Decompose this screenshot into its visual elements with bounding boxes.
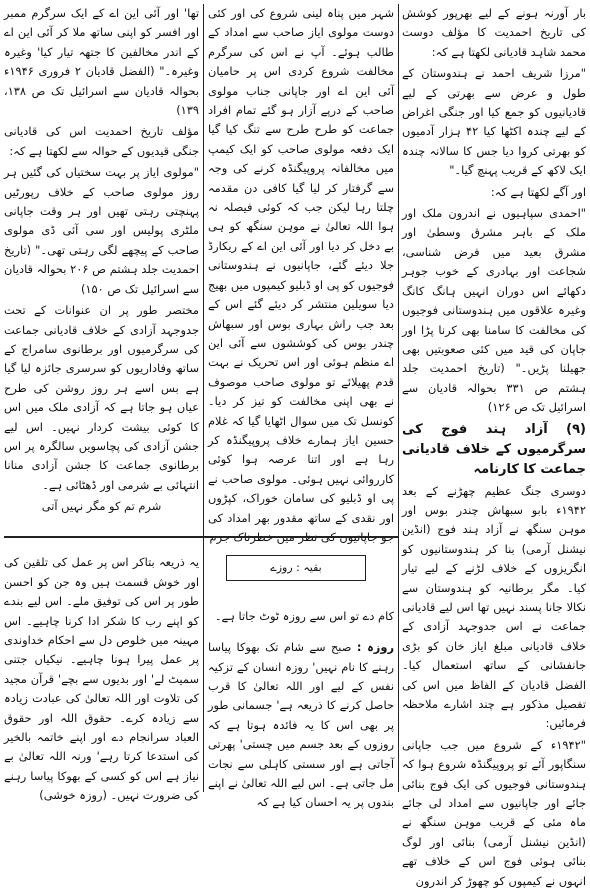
right-column xyxy=(402,4,586,888)
column-divider-right xyxy=(398,4,399,792)
column-divider-left xyxy=(203,4,204,792)
bottom-middle-line1: کام دے تو اس سے روزہ ٹوٹ جاتا ہے۔ xyxy=(214,609,394,624)
section-heading: (۹) آزاد ہند فوج کی سرگرمیوں کے خلاف قادیانی جماعت کا کارنامہ xyxy=(402,421,586,477)
bottom-left-article xyxy=(4,542,199,803)
left-summary: مختصر طور پر ان عنوانات کے تحت جدوجہد آزادی کے خلاف قادیانی جماعت کی سرگرمیوں اور برطانوی سامراج کے ساتھ وفاداریوں کو سرسری جائزہ لیا گیا ہے بس اسے ہر روز روشن کی طرح عیاں ہو جاتا ہے کہ آزادی ملک میں اس کا کوئی بیشت کردار نہیں۔ اس لیے جشن آزادی کی پچاسویں سالگرہ پر اس برطانوی جماعت کا جشن آزادی منانا انتہائی بے شرمی اور ڈھٹائی ہے۔ xyxy=(4,303,199,492)
right-quote-2: "احمدی سپاہیوں نے اندرون ملک اور ملک کے باہر مشرق وسطیٰ اور مشرق بعید میں فرض شناسی، شجاعت اور بہادری کے خوب جوہر دکھائے اس دوران انہیں ہانگ کانگ وغیرہ علاقوں میں ہندوستانی فوجیوں کی مخالفت کا سامنا بھی کرنا پڑا اور جاپان کی قید میں کئی صعوبتیں بھی جھیلنا پڑیں۔" (تاریخ احمدیت جلد ہشتم ص ۳۳۱ بحوالہ قادیان سے اسرائیل تک ص ۱۲۶) xyxy=(402,206,586,415)
bottom-left-body: یہ ذریعہ بتاکر اس پر عمل کی تلقین کی اور خوش قسمت ہیں وہ جن کو احسن طور پر اس کی توفیق ملے۔ اس لیے بندے کو اپنے رب کا شکر ادا کرنا چاہیے۔ اس مہینہ میں خلوص دل سے احکام خداوندی پر عمل پیرا ہونا چاہیے۔ نیکیاں جتنی سمیٹ لے' اور بدیوں سے بچے' قرآن مجید کی تلاوت اور اللہ تعالیٰ کی عبادت زیادہ سے زیادہ کرے۔ حقوق اللہ اور حقوق العباد سرانجام دے اور اپنے خاتمہ بالخیر کی استدعا کرتا رہے' ورنہ اللہ تعالیٰ بے نیاز ہے اس کو کسی کے بھوکا پیاسا رہنے کی ضرورت نہیں۔ (روزہ خوشی) xyxy=(4,555,199,803)
right-then-writes: اور آگے لکھتا ہے کہ: xyxy=(490,184,586,199)
middle-column xyxy=(208,4,394,534)
left-note: مؤلف تاریخ احمدیت اس کی قادیانی جنگی قیدیوں کے حوالہ سے لکھتا ہے کہ: xyxy=(4,124,199,158)
section-divider xyxy=(4,536,398,538)
closing-verse: شرم تم کو مگر نہیں آتی xyxy=(41,499,162,514)
roza-text: صبح سے شام تک بھوکا پیاسا رہنے کا نام نہیں' روزہ انسان کے تزکیہ نفس کے لیے اور اللہ تعالیٰ کا قرب حاصل کرنے کا ذریعہ ہے' جسمانی طور پر بھی اس کا یہ فائدہ ہوتا ہے کہ روزوں کے بعد جسم میں چستی' پھرتی آجاتی ہے اور سستی کاہلی سے نجات مل جاتی ہے۔ اس لیے اللہ تعالیٰ نے اپنے بندوں پر یہ احسان کیا ہے کہ xyxy=(207,640,394,810)
middle-body: شہر میں پناہ لینی شروع کی اور کئی دوست مولوی ایاز صاحب سے امداد کے طالب ہوئے۔ آپ نے اس کی سرگرم مخالفت شروع کردی اس پر حامیان آئی این اے اور جاپانی جناب مولوی صاحب کے درپے آزار ہو گئے تمام افراد جماعت کو طرح طرح سے تنگ کیا گیا ایک دفعہ مولوی صاحب کو ایک کیمپ میں مخالفانہ پروپیگنڈہ کرنے کی وجہ سے گرفتار کر لیا گیا کافی دن مقدمہ چلتا رہا لیکن جب کہ کوئی فیصلہ نہ ہوا اللہ تعالیٰ نے موہن سنگھ کو ہی بے دخل کر دیا اور آئی این اے کے ریکارڈ جلا دیئے گئے، جاپانیوں نے ہندوستانی فوجیوں کو پی او ڈبلیو کیمپوں میں بھیج دیا سویلین منتشر کر دیئے گئے اس کے بعد جب راش بہاری بوس اور سبھاش چندر بوس کی کوششوں سے آئی این اے منظم ہوئی اور اس تحریک نے بہت قدم پھیلائے تو مولوی صاحب موصوف نے بھی اپنی مخالفت کو تیز کر دیا۔ کونسل تک میں سوال اٹھایا گیا کہ غلام حسین ایاز ہمارے خلاف پروپیگنڈہ کر رہا ہے اور اتنا عرصہ ہوا کوئی کارروائی نہیں ہوئی۔ مولوی صاحب نے پی او ڈبلیو کی سامان خوراک، کپڑوں اور نقدی کے ساتھ مقدور بھر امداد کی xyxy=(208,6,394,525)
right-quote-1: "مرزا شریف احمد نے ہندوستان کے طول و عرض سے بھرتی کے لیے قادیانیوں کو جمع کیا اور جنگی اغراض کے لیے چندہ اکٹھا کیا ۴۲ ہزار آدمیوں کو بھرتی کروا دیا جس کا سالانہ چندہ ایک لاکھ کے قریب پہنچ گیا۔" xyxy=(402,66,586,178)
roza-term: روزہ : xyxy=(356,640,394,655)
right-quote-3: "۱۹۴۲ء کے شروع میں جب جاپانی سنگاپور آئے تو پروپیگنڈہ شروع ہوا کہ ہندوستانی فوجیوں کی ایک فوج بنائی جائے اور جاپانیوں سے امداد لی جائے ماہ مئی کے قریب موہن سنگھ نے (انڈین نیشنل آرمی) بنائی اور لوگ بنائی ہوئی فوج اس کے خلاف تھے انہوں نے کیمپوں کو چھوڑ کر اندرون xyxy=(402,737,586,888)
left-body: تھا' اور آئی این اے کے ایک سرگرم ممبر اور افسر کو اپنی ساتھ ملا کر آئی این اے کے اندر مخالفین کا جتھہ تیار کیا' وغیرہ وغیرہ۔" (الفضل قادیان ۲ فروری ۱۹۴۶ء بحوالہ قادیان سے اسرائیل تک ص ۱۳۸، ۱۳۹) xyxy=(4,6,200,118)
left-column xyxy=(4,4,199,534)
right-intro: بار آورنہ ہونے کے لیے بھرپور کوشش کی تاریخ احمدیت کا مؤلف دوست محمد شاہد قادیانی لکھتا ہے کہ: xyxy=(402,6,586,59)
right-body: دوسری جنگ عظیم چھڑنے کے بعد ۱۹۴۲ء بابو سبھاش چندر بوس اور موہن سنگھ نے آزاد ہند فوج (انڈین نیشنل آرمی) بنا کر ہندوستانیوں کو انگریزوں کے خلاف لڑنے کے لیے تیار کیا۔ مگر برطانیہ کو ہندوستان سے نکالا جانا پسند نہیں تھا اس لیے قادیانی جماعت نے اس جدوجہد آزادی کے خلاف قادیانی مبلغ ایاز خان کو بڑی جانفشانی کے ساتھ استعمال کیا۔ الفضل قادیان کے الفاظ میں اس کی تفصیل مذکور ہے چند اشارے ملاحظہ فرمائیں: xyxy=(402,483,586,731)
continued-box: بقیہ : روزے xyxy=(226,555,366,581)
bottom-middle-article xyxy=(207,596,394,810)
left-quote: "مولوی ایاز پر بہت سختیاں کی گئیں ہر روز مولوی صاحب کے خلاف رپورٹیں پہنچتی رہتی تھیں اور ہر وقت جاپانی ملٹری پولیس اور سی آئی ڈی مولوی صاحب کے پیچھے لگی رہتی تھی۔" (تاریخ احمدیت جلد ہشتم ص ۲۰۶ بحوالہ قادیان سے اسرائیل تک ص ۱۵۰) xyxy=(4,165,199,296)
bottom-middle-body xyxy=(208,638,394,813)
